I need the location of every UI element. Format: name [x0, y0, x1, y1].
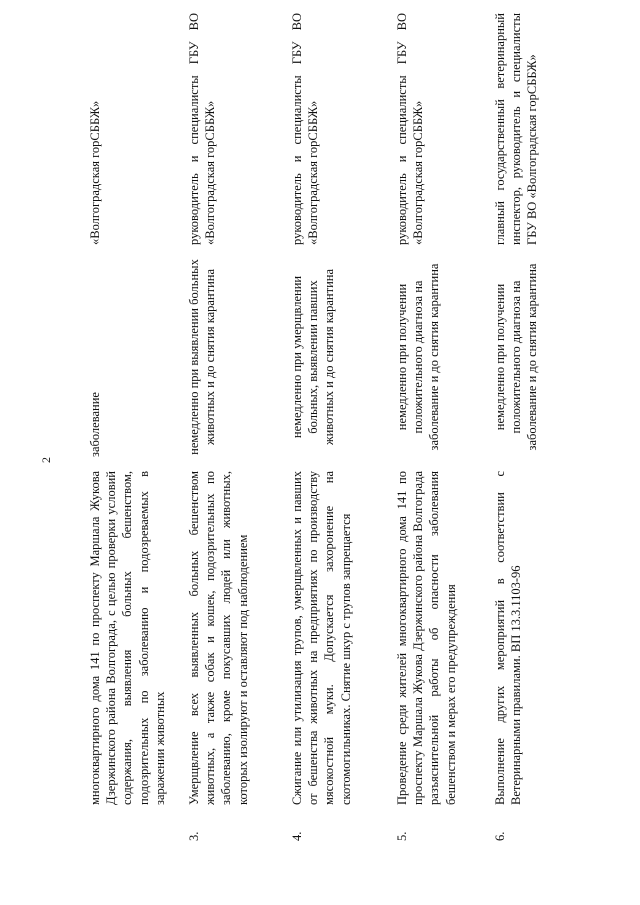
term-text: заболевание	[88, 392, 102, 457]
row-number: 5.	[395, 831, 409, 841]
term-text: немедленно при выявлении больных животных и до снятия карантина	[187, 259, 218, 455]
term-text: немедленно при умерщвлении больных, выявлении павших животных и до снятия карантина	[290, 268, 337, 446]
executor-text: руководитель и специалисты ГБУ ВО «Волгоградская горСББЖ»	[187, 13, 218, 245]
executor-text: руководитель и специалисты ГБУ ВО «Волгоградская горСББЖ»	[290, 13, 321, 245]
page-number: 2	[39, 457, 53, 463]
executor-text: главный государственный ветеринарный инспектор, руководитель и специалисты ГБУ ВО «Волгоградская горСББЖ»	[493, 13, 540, 245]
executor-text: руководитель и специалисты ГБУ ВО «Волгоградская горСББЖ»	[395, 13, 426, 245]
term-text: немедленно при получении положительного диагноза на заболевание и до снятия карантина	[395, 263, 442, 451]
row-number: 4.	[290, 831, 304, 841]
measure-text: Выполнение других мероприятий в соответствии с Ветеринарными правилами. ВП 13.3.1103-96	[493, 471, 524, 805]
row-number: 3.	[187, 831, 201, 841]
row-number: 6.	[493, 831, 507, 841]
measure-text: Сжигание или утилизация трупов, умерщвленных и павших от бешенства животных на предприятиях по производству мясокостной муки. Допускается захоронение на скотомогильниках. Снятие шкур с трупов запрещается	[290, 471, 353, 805]
term-text: немедленно при получении положительного диагноза на заболевание и до снятия карантина	[493, 263, 540, 451]
executor-text: «Волгоградская горСББЖ»	[88, 100, 102, 245]
measure-text: Умерщвление всех выявленных больных бешенством животных, а также собак и кошек, подозрительных по заболеванию, кроме покусавших людей или животных, которых изолируют и оставляют под наблюдением	[187, 471, 250, 805]
measure-text: Проведение среди жителей многоквартирного дома 141 по проспекту Маршала Жукова Дзержинского района Волгограда разъяснительной работы об опасности заболевания бешенством и мерах его предупреждения	[395, 471, 458, 805]
measure-text: многоквартирного дома 141 по проспекту Маршала Жукова Дзержинского района Волгограда, с целью проверки условий содержания, выявления больных бешенством, подозрительных по заболеванию и подозреваемых в заражении животных	[88, 471, 167, 805]
